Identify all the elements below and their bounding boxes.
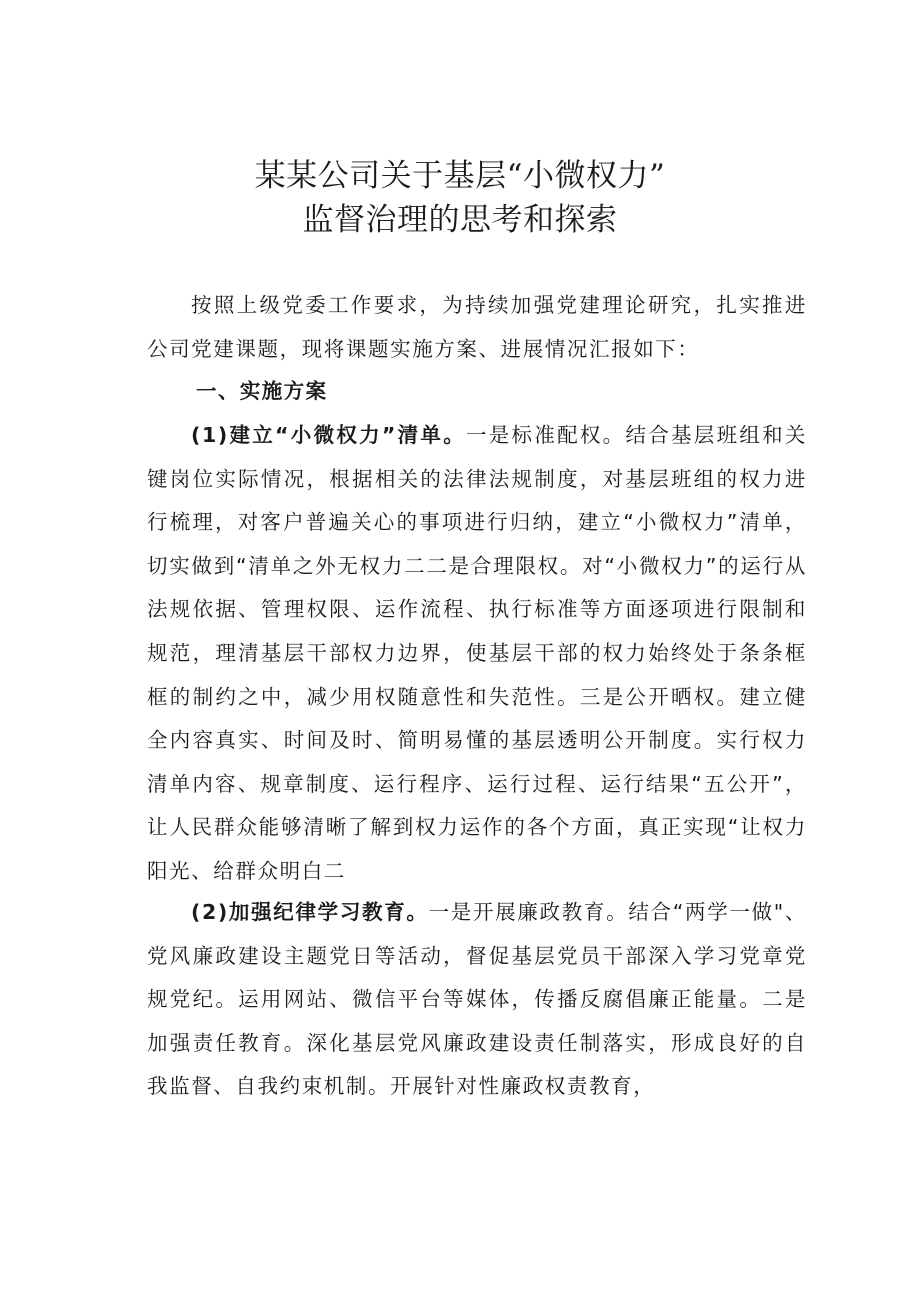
item-1-body: 一是标准配权。结合基层班组和关键岗位实际情况，根据相关的法律法规制度，对基层班组的权力进行梳理，对客户普遍关心的事项进行归纳，建立“小微权力”清单，切实做到“清单之外无权力二二是合理限权。对“小微权力”的运行从法规依据、管理权限、运作流程、执行标准等方面逐项进行限制和规范，理清基层干部权力边界，使基层干部的权力始终处于条条框框的制约之中，减少用权随意性和失范性。三是公开晒权。建立健全内容真实、时间及时、简明易懂的基层透明公开制度。实行权力清单内容、规章制度、运行程序、运行过程、运行结果“五公开”，让人民群众能够清晰了解到权力运作的各个方面，真正实现“让权力阳光、给群众明白二 xyxy=(147,423,807,883)
item-2-body: 一是开展廉政教育。结合“两学一做"、党风廉政建设主题党日等活动，督促基层党员干部深入学习党章党规党纪。运用网站、微信平台等媒体，传播反腐倡廉正能量。二是加强责任教育。深化基层党风廉政建设责任制落实，形成良好的自我监督、自我约束机制。开展针对性廉政权责教育， xyxy=(147,900,807,1099)
item-1-lead: (1)建立“小微权力”清单。 xyxy=(191,423,466,447)
intro-paragraph: 按照上级党委工作要求，为持续加强党建理论研究，扎实推进公司党建课题，现将课题实施方案、进展情况汇报如下： xyxy=(147,293,807,361)
item-1-paragraph xyxy=(147,414,807,894)
item-2-paragraph xyxy=(147,891,807,1109)
document-title-line-1: 某某公司关于基层“小微权力” xyxy=(254,158,666,194)
document-title-line-2: 监督治理的思考和探索 xyxy=(302,202,618,238)
section-heading-implementation: 一、实施方案 xyxy=(196,379,328,403)
item-2-lead: (2)加强纪律学习教育。 xyxy=(191,900,429,924)
